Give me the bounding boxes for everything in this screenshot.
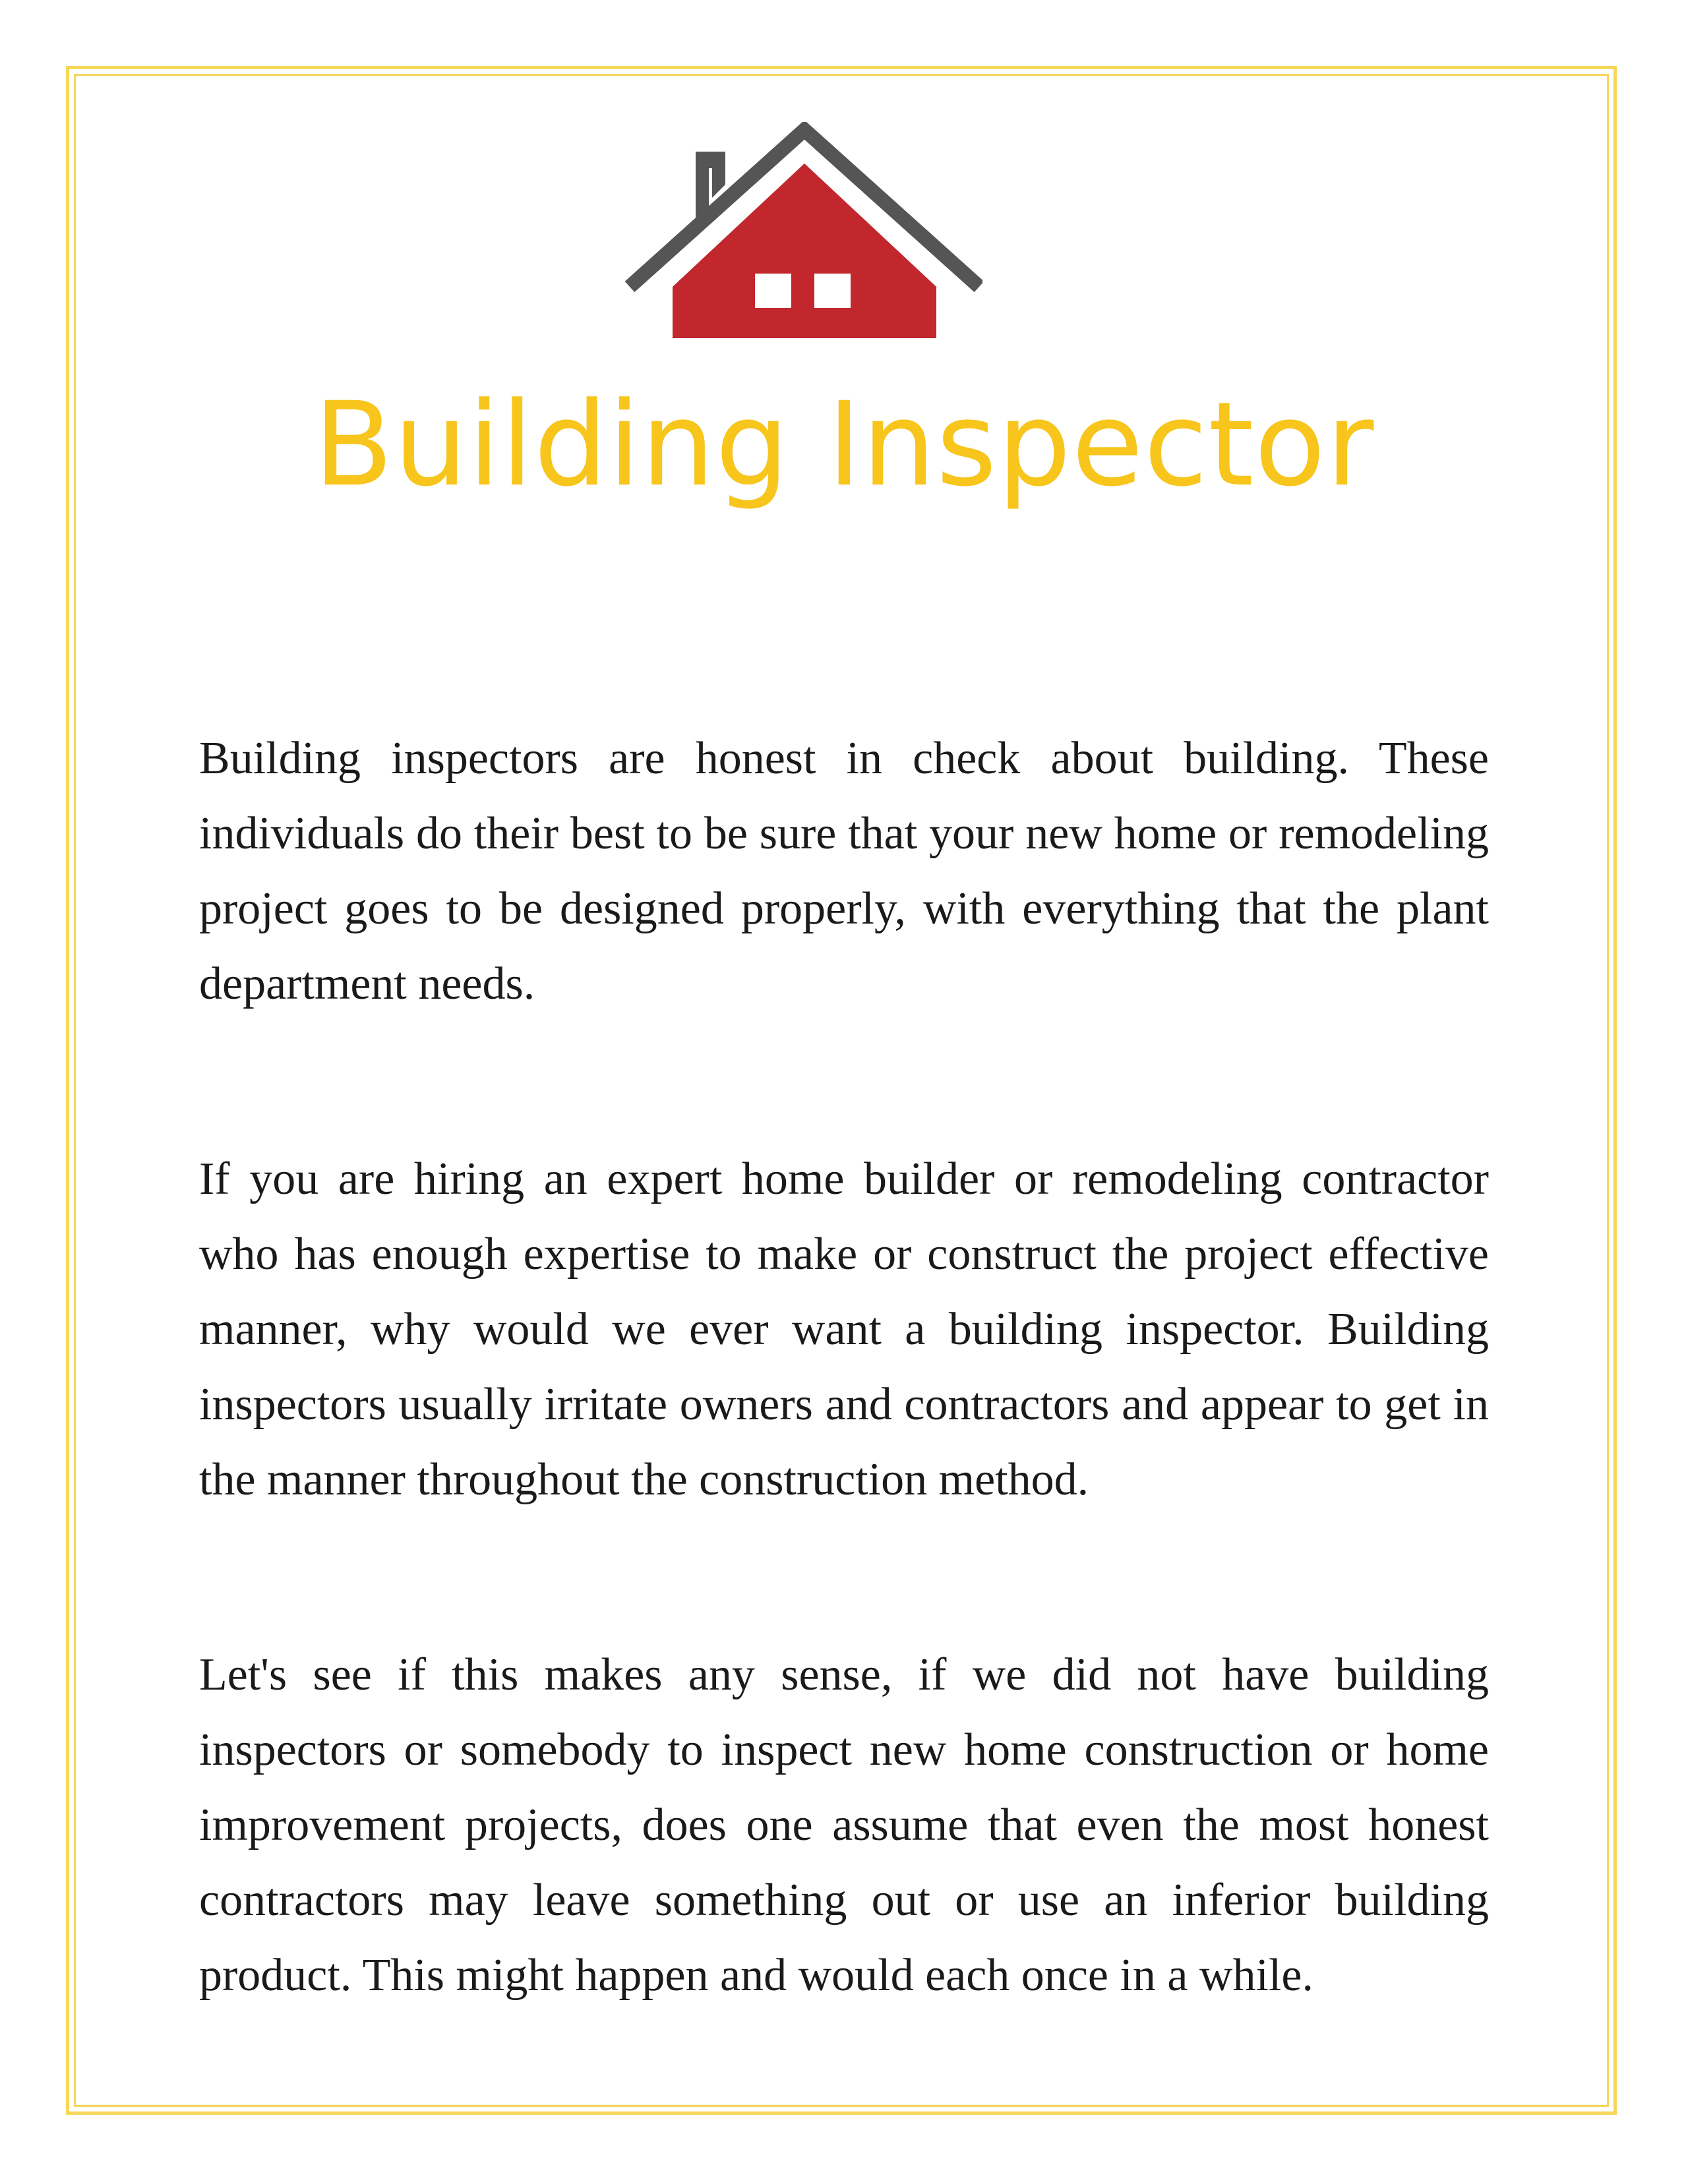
paragraph-1: Building inspectors are honest in check about building. These individuals do their best to be sure that your new home or remodeling project goes to be designed properly, with everything that the plant department needs. xyxy=(199,733,1489,1009)
page-title: Building Inspector xyxy=(313,377,1375,512)
paragraph-2: If you are hiring an expert home builder or remodeling contractor who has enough expertise to make or construct the project effective manner, why would we ever want a building inspector. Building inspectors usually irritate owners and contractors and appear to get in the manner throughout the construction method. xyxy=(199,1154,1489,1505)
paragraph-3: Let's see if this makes any sense, if we did not have building inspectors or somebody to inspect new home construction or home improvement projects, does one assume that even the most honest contractors may leave something out or use an inferior building product. This might happen and would each once in a while. xyxy=(199,1649,1489,2001)
window-left xyxy=(755,274,791,308)
window-right xyxy=(814,274,851,308)
house-icon xyxy=(620,122,982,346)
